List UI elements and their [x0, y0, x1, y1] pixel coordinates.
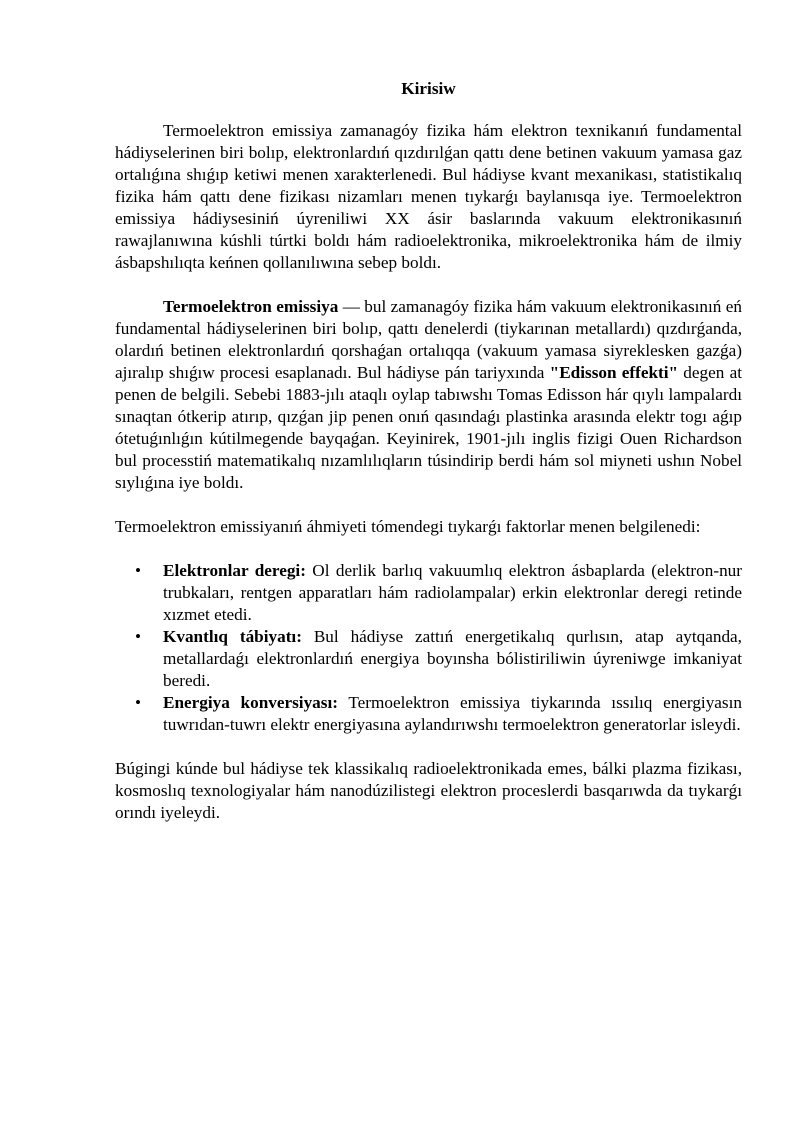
conclusion-paragraph: Búgingi kúnde bul hádiyse tek klassikalıq radioelektronikada emes, bálki plazma fizikası, kosmoslıq texnologiyalar hám nanodúzilistegi elektron proceslerdi basqarıwda da tıykarǵı orındı iyeleydi.	[115, 759, 742, 822]
importance-paragraph: Termoelektron emissiyanıń áhmiyeti tómendegi tıykarǵı faktorlar menen belgilenedi:	[115, 517, 701, 536]
list-item-text: Ol derlik barlıq vakuumlıq elektron ásbaplarda (elektron-nur trubkaları, rentgen apparatları hám radiolampalar) erkin elektronlar deregi retinde xızmet etedi.	[163, 561, 742, 624]
list-item-text: Bul hádiyse zattıń energetikalıq qurlısın, atap aytqanda, metallardaǵı elektronlardıń energiya boyınsha bólistiriliwin úyreniwge imkaniyat beredi.	[163, 627, 742, 690]
list-item	[115, 692, 742, 736]
definition-text-part1: — bul zamanagóy fizika hám vakuum elektronikasınıń eń fundamental hádiyselerinen biri bolıp, qattı denelerdi (tiykarınan metallardı) qızdırǵanda, olardıń betinen elektronlardıń qorshaǵan ortalıqqa (vakuum yamasa siyreklesken gazǵa) ajıralıp shıǵıw procesi esaplanadı. Bul hádiyse pán tariyxında	[115, 297, 742, 382]
definition-text-part2: degen at penen de belgili. Sebebi 1883-jılı ataqlı oylap tabıwshı Tomas Edisson hár qıylı lampalardı sınaqtan ótkerip atırıp, qızǵan jip penen onıń qasındaǵı plastinka arasında elektr togı aǵıp ótetuǵınlıǵın kútilmegende bayqaǵan. Keyinirek, 1901-jılı inglis fizigi Ouen Richardson bul processtiń matematikalıq nızamlılıqların túsindirip berdi hám sol miyneti ushın Nobel sıylıǵına iye boldı.	[115, 363, 742, 492]
list-item	[115, 560, 742, 626]
document-page	[115, 78, 742, 824]
list-item-term: Elektronlar deregi:	[163, 561, 306, 580]
list-item-term: Kvantlıq tábiyatı:	[163, 627, 302, 646]
factors-list	[115, 560, 742, 736]
document-title: Kirisiw	[401, 79, 456, 98]
definition-paragraph	[115, 296, 742, 494]
definition-term: Termoelektron emissiya	[163, 297, 339, 316]
list-item-text: Termoelektron emissiya tiykarında ıssılıq energiyasın tuwrıdan-tuwrı elektr energiyasına aylandırıwshı termoelektron generatorlar isleydi.	[163, 693, 742, 734]
edison-effect-term: "Edisson effekti"	[549, 363, 679, 382]
bullet-icon: •	[135, 561, 142, 580]
bullet-icon: •	[135, 627, 142, 646]
intro-paragraph: Termoelektron emissiya zamanagóy fizika hám elektron texnikanıń fundamental hádiyselerinen biri bolıp, elektronlardıń qızdırılǵan qattı dene betinen vakuum yamasa gaz ortalıǵına shıǵıp ketiwi menen xarakterlenedi. Bul hádiyse kvant mexanikası, statistikalıq fizika hám qattı dene fizikası nizamları menen tıykarǵı baylanısqa iye. Termoelektron emissiya hádiysesiniń úyreniliwi XX ásir baslarında vakuum elektronikasınıń rawajlanıwına kúshli túrtki boldı hám radioelektronika, mikroelektronika hám de ilmiy ásbapshılıqta keńnen qollanılıwına sebep boldı.	[115, 121, 742, 272]
list-item-term: Energiya konversiyası:	[163, 693, 338, 712]
bullet-icon: •	[135, 693, 142, 712]
list-item	[115, 626, 742, 692]
